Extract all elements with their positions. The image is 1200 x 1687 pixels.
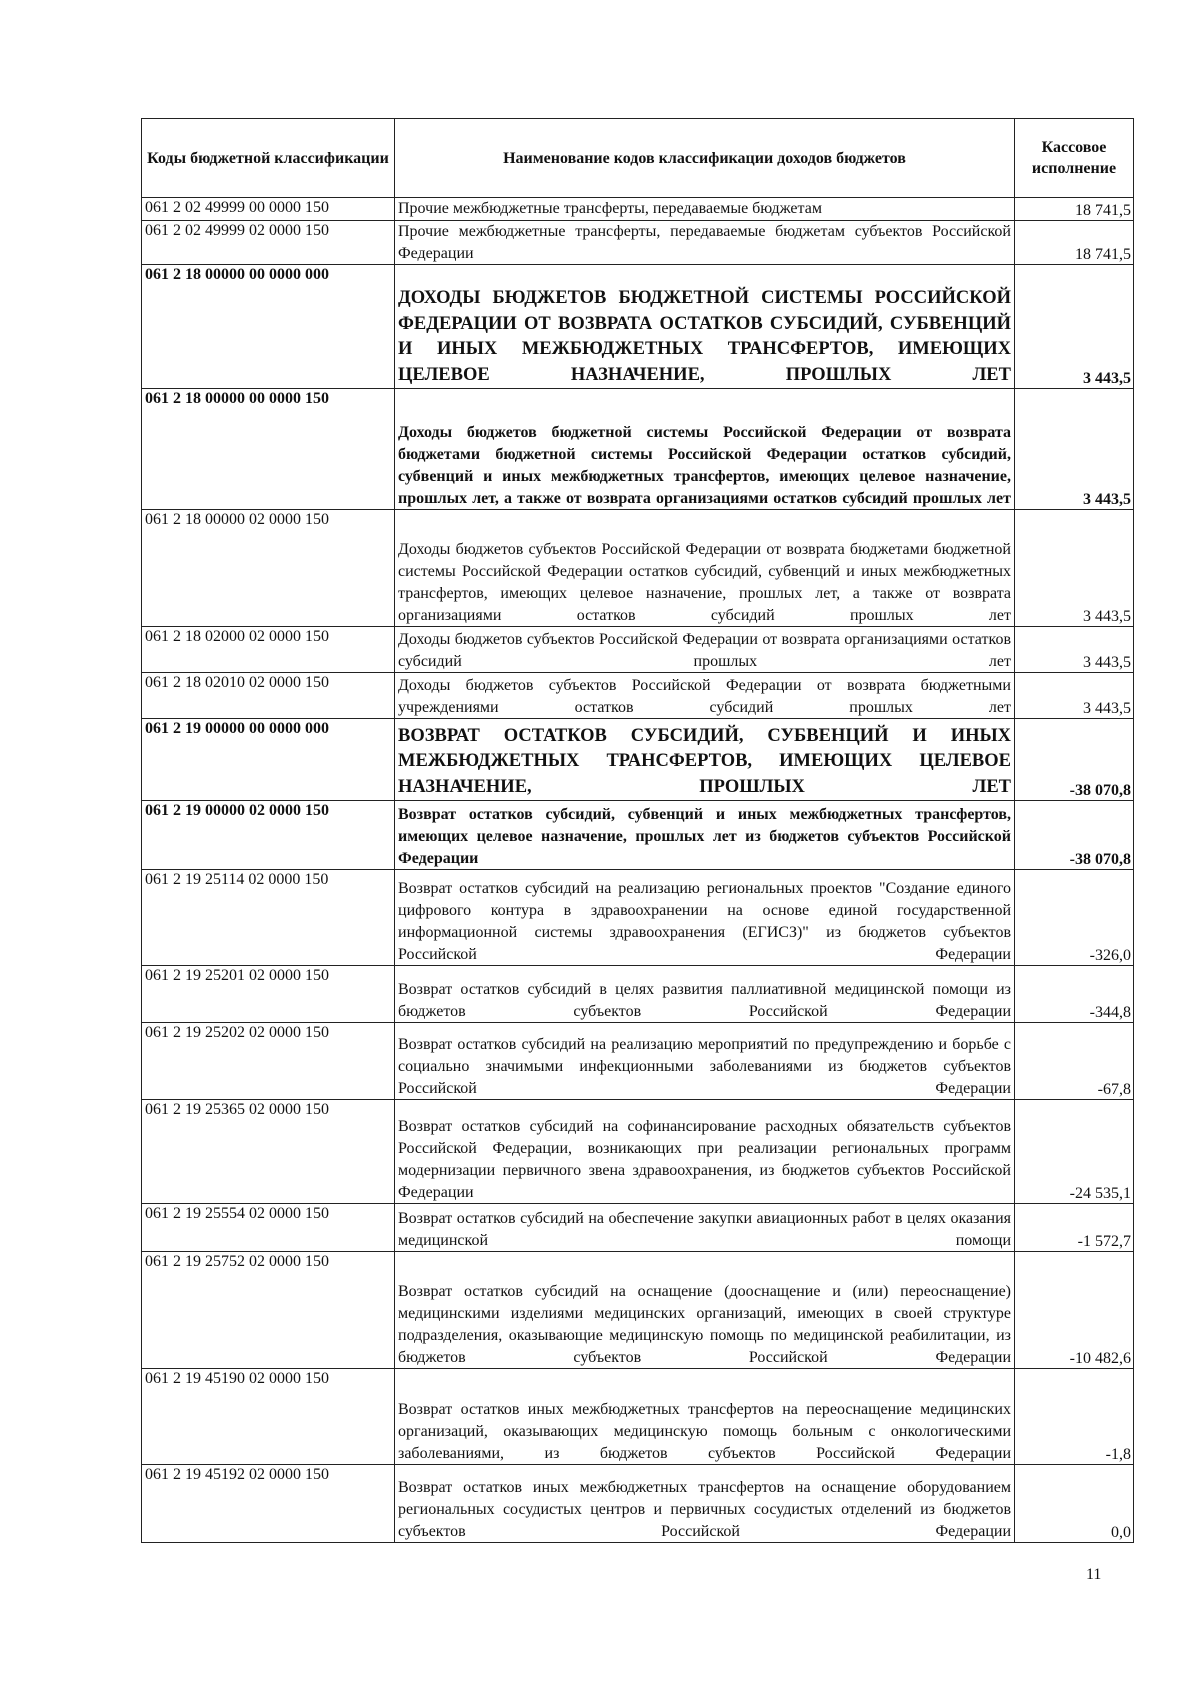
header-amount: Кассовое исполнение [1015,119,1134,198]
row-amount: -38 070,8 [1015,801,1134,870]
row-code: 061 2 19 00000 00 0000 000 [142,719,395,801]
table-row [142,966,1134,1023]
row-name: ВОЗВРАТ ОСТАТКОВ СУБСИДИЙ, СУБВЕНЦИЙ И ИНЫХ МЕЖБЮДЖЕТНЫХ ТРАНСФЕРТОВ, ИМЕЮЩИХ ЦЕЛЕВОЕ НАЗНАЧЕНИЕ, ПРОШЛЫХ ЛЕТ [395,719,1015,801]
row-name: Возврат остатков субсидий на реализацию мероприятий по предупреждению и борьбе с социально значимыми инфекционными заболеваниями из бюджетов субъектов Российской Федерации [395,1023,1015,1100]
row-name: Возврат остатков иных межбюджетных трансфертов на оснащение оборудованием региональных сосудистых центров и первичных сосудистых отделений из бюджетов субъектов Российской Федерации [395,1465,1015,1543]
row-name: Прочие межбюджетные трансферты, передаваемые бюджетам субъектов Российской Федерации [395,220,1015,265]
row-amount: -10 482,6 [1015,1252,1134,1369]
row-name: Доходы бюджетов бюджетной системы Российской Федерации от возврата бюджетами бюджетной системы Российской Федерации остатков субсидий, субвенций и иных межбюджетных трансфертов, имеющих целевое назначение, прошлых лет, а также от возврата организациями остатков субсидий прошлых лет [395,389,1015,510]
row-amount: -1,8 [1015,1369,1134,1465]
row-amount: -1 572,7 [1015,1204,1134,1252]
row-code: 061 2 19 25114 02 0000 150 [142,870,395,966]
budget-classification-table [141,118,1134,1543]
table-row [142,1023,1134,1100]
header-name: Наименование кодов классификации доходов бюджетов [395,119,1015,198]
row-code: 061 2 19 25752 02 0000 150 [142,1252,395,1369]
row-amount: 3 443,5 [1015,265,1134,389]
row-name: Доходы бюджетов субъектов Российской Федерации от возврата бюджетными учреждениями остатков субсидий прошлых лет [395,673,1015,719]
table-row [142,627,1134,673]
table-row [142,870,1134,966]
table-row [142,198,1134,221]
row-amount: -344,8 [1015,966,1134,1023]
budget-table-sheet [141,118,1133,1543]
row-code: 061 2 18 00000 00 0000 150 [142,389,395,510]
table-row [142,1369,1134,1465]
table-row [142,220,1134,265]
row-amount: -38 070,8 [1015,719,1134,801]
table-row [142,801,1134,870]
row-code: 061 2 18 02010 02 0000 150 [142,673,395,719]
row-code: 061 2 19 45192 02 0000 150 [142,1465,395,1543]
row-name: Доходы бюджетов субъектов Российской Федерации от возврата организациями остатков субсидий прошлых лет [395,627,1015,673]
row-name: Возврат остатков субсидий в целях развития паллиативной медицинской помощи из бюджетов субъектов Российской Федерации [395,966,1015,1023]
table-row [142,1252,1134,1369]
row-name: Возврат остатков субсидий на софинансирование расходных обязательств субъектов Российской Федерации, возникающих при реализации региональных программ модернизации первичного звена здравоохранения, из бюджетов субъектов Российской Федерации [395,1100,1015,1204]
row-code: 061 2 18 00000 00 0000 000 [142,265,395,389]
table-row [142,265,1134,389]
table-header-row [142,119,1134,198]
row-code: 061 2 02 49999 02 0000 150 [142,220,395,265]
row-name: Возврат остатков субсидий на обеспечение закупки авиационных работ в целях оказания медицинской помощи [395,1204,1015,1252]
row-name: Возврат остатков субсидий, субвенций и иных межбюджетных трансфертов, имеющих целевое назначение, прошлых лет из бюджетов субъектов Российской Федерации [395,801,1015,870]
row-amount: 3 443,5 [1015,510,1134,627]
row-amount: 3 443,5 [1015,627,1134,673]
row-amount: 3 443,5 [1015,673,1134,719]
row-code: 061 2 18 00000 02 0000 150 [142,510,395,627]
row-name: Доходы бюджетов субъектов Российской Федерации от возврата бюджетами бюджетной системы Российской Федерации остатков субсидий, субвенций и иных межбюджетных трансфертов, имеющих целевое назначение, прошлых лет, а также от возврата организациями остатков субсидий прошлых лет [395,510,1015,627]
table-row [142,1465,1134,1543]
table-row [142,719,1134,801]
table-row [142,1100,1134,1204]
row-name: Прочие межбюджетные трансферты, передаваемые бюджетам [395,198,1015,221]
row-code: 061 2 19 45190 02 0000 150 [142,1369,395,1465]
table-row [142,1204,1134,1252]
row-name: Возврат остатков субсидий на оснащение (дооснащение и (или) переоснащение) медицинскими изделиями медицинских организаций, имеющих в своей структуре подразделения, оказывающие медицинскую помощь по медицинской реабилитации, из бюджетов субъектов Российской Федерации [395,1252,1015,1369]
row-code: 061 2 19 00000 02 0000 150 [142,801,395,870]
table-row [142,673,1134,719]
row-code: 061 2 02 49999 00 0000 150 [142,198,395,221]
table-row [142,510,1134,627]
row-code: 061 2 19 25202 02 0000 150 [142,1023,395,1100]
row-code: 061 2 19 25554 02 0000 150 [142,1204,395,1252]
row-amount: 18 741,5 [1015,198,1134,221]
row-amount: 3 443,5 [1015,389,1134,510]
row-amount: 18 741,5 [1015,220,1134,265]
table-row [142,389,1134,510]
header-code: Коды бюджетной классификации [142,119,395,198]
row-amount: 0,0 [1015,1465,1134,1543]
row-code: 061 2 18 02000 02 0000 150 [142,627,395,673]
row-name: ДОХОДЫ БЮДЖЕТОВ БЮДЖЕТНОЙ СИСТЕМЫ РОССИЙСКОЙ ФЕДЕРАЦИИ ОТ ВОЗВРАТА ОСТАТКОВ СУБСИДИЙ, СУБВЕНЦИЙ И ИНЫХ МЕЖБЮДЖЕТНЫХ ТРАНСФЕРТОВ, ИМЕЮЩИХ ЦЕЛЕВОЕ НАЗНАЧЕНИЕ, ПРОШЛЫХ ЛЕТ [395,265,1015,389]
row-name: Возврат остатков иных межбюджетных трансфертов на переоснащение медицинских организаций, оказывающих медицинскую помощь больным с онкологическими заболеваниями, из бюджетов субъектов Российской Федерации [395,1369,1015,1465]
page-number: 11 [1086,1566,1102,1583]
row-amount: -326,0 [1015,870,1134,966]
row-code: 061 2 19 25201 02 0000 150 [142,966,395,1023]
row-amount: -24 535,1 [1015,1100,1134,1204]
row-code: 061 2 19 25365 02 0000 150 [142,1100,395,1204]
row-name: Возврат остатков субсидий на реализацию региональных проектов "Создание единого цифрового контура в здравоохранении на основе единой государственной информационной системы здравоохранения (ЕГИСЗ)" из бюджетов субъектов Российской Федерации [395,870,1015,966]
row-amount: -67,8 [1015,1023,1134,1100]
